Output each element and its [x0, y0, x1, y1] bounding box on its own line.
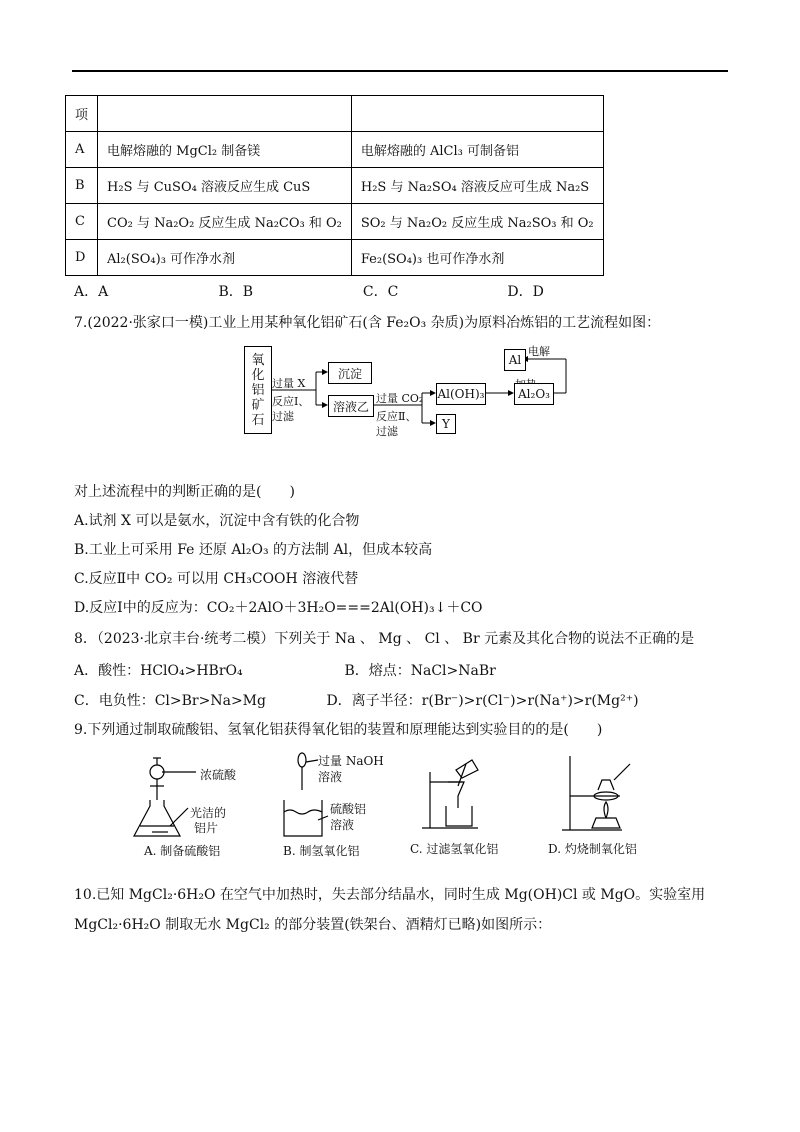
table-cell: A	[66, 132, 98, 168]
option-c[interactable]: C．C	[362, 284, 399, 300]
q7-option-b[interactable]: B.工业上可采用 Fe 还原 Al₂O₃ 的方法制 Al，但成本较高	[74, 542, 433, 558]
q7-option-c[interactable]: C.反应Ⅱ中 CO₂ 可以用 CH₃COOH 溶液代替	[74, 571, 359, 587]
step2-filter: 过滤	[376, 425, 398, 438]
ore-char: 矿	[251, 397, 265, 413]
q7-stem: 7.(2022·张家口一模)工业上用某种氧化铝矿石(含 Fe₂O₃ 杂质)为原料冶炼铝的工艺流程如图：	[74, 315, 661, 331]
al2o3-box: Al₂O₃	[514, 383, 554, 405]
table-cell: B	[66, 168, 98, 204]
step2-reagent: 过量 CO₂	[376, 392, 424, 405]
option-a[interactable]: A．A	[74, 284, 109, 300]
precipitate-box: 沉淀	[328, 362, 372, 384]
electrolysis-label: 电解	[528, 345, 550, 358]
solution-b-box: 溶液乙	[328, 395, 374, 417]
table-cell: H₂S 与 Na₂SO₄ 溶液反应可生成 Na₂S	[351, 168, 603, 204]
table-cell: 项	[66, 96, 98, 132]
table-cell: D	[66, 240, 98, 276]
option-b[interactable]: B．B	[218, 284, 254, 300]
table-cell: Al₂(SO₄)₃ 可作净水剂	[98, 240, 352, 276]
step2-reaction: 反应Ⅱ、	[376, 410, 417, 423]
label-naoh-2: 溶液	[318, 770, 343, 784]
q7-option-a[interactable]: A.试剂 X 可以是氨水，沉淀中含有铁的化合物	[74, 513, 360, 529]
step1-reagent: 过量 X	[272, 377, 306, 390]
label-al-sulfate-1: 硫酸铝	[330, 802, 367, 816]
ore-char: 化	[251, 367, 265, 383]
q8-option-c[interactable]: C．电负性：Cl>Br>Na>Mg	[74, 693, 266, 709]
table-cell: 电解熔融的 AlCl₃ 可制备铝	[351, 132, 603, 168]
q7-option-d[interactable]: D.反应Ⅰ中的反应为：CO₂＋2AlO＋3H₂O===2Al(OH)₃↓＋CO	[74, 600, 483, 616]
label-naoh-1: 过量 NaOH	[318, 754, 384, 768]
q8-option-d[interactable]: D．离子半径：r(Br⁻)>r(Cl⁻)>r(Na⁺)>r(Mg²⁺)	[326, 693, 639, 709]
aloh3-box: Al(OH)₃	[436, 383, 486, 405]
label-al-sulfate-2: 溶液	[330, 818, 355, 832]
table-cell: Fe₂(SO₄)₃ 也可作净水剂	[351, 240, 603, 276]
q8-option-b[interactable]: B．熔点：NaCl>NaBr	[344, 663, 496, 679]
label-conc-sulfuric-acid: 浓硫酸	[200, 768, 237, 782]
caption-b: B. 制氢氧化铝	[283, 844, 360, 858]
q9-stem: 9.下列通过制取硫酸铝、氢氧化铝获得氧化铝的装置和原理能达到实验目的的是( )	[74, 722, 603, 738]
table-cell: H₂S 与 CuSO₄ 溶液反应生成 CuS	[98, 168, 352, 204]
q8-stem: 8．（2023·北京丰台·统考二模）下列关于 Na 、 Mg 、 Cl 、 Br 元素及其化合物的说法不正确的是	[74, 631, 695, 647]
label-clean-aluminum-2: 铝片	[194, 821, 219, 835]
al-box: Al	[504, 349, 526, 371]
caption-c: C. 过滤氢氧化铝	[410, 842, 499, 856]
q7-prompt: 对上述流程中的判断正确的是( )	[74, 484, 295, 500]
table-cell: CO₂ 与 Na₂O₂ 反应生成 Na₂CO₃ 和 O₂	[98, 204, 352, 240]
ore-char: 氧	[251, 352, 265, 368]
option-d[interactable]: D．D	[507, 284, 544, 300]
q10-line1: 10.已知 MgCl₂·6H₂O 在空气中加热时，失去部分结晶水，同时生成 Mg(OH)Cl 或 MgO。实验室用	[74, 887, 706, 903]
table-cell: SO₂ 与 Na₂O₂ 反应生成 Na₂SO₃ 和 O₂	[351, 204, 603, 240]
step1-filter: 过滤	[272, 410, 294, 423]
q8-option-a[interactable]: A．酸性：HClO₄>HBrO₄	[74, 663, 243, 679]
ore-char: 铝	[251, 382, 265, 398]
q10-line2: MgCl₂·6H₂O 制取无水 MgCl₂ 的部分装置(铁架台、酒精灯已略)如图所示：	[74, 917, 552, 933]
step1-reaction: 反应Ⅰ、	[272, 395, 310, 408]
table-cell: 电解熔融的 MgCl₂ 制备镁	[98, 132, 352, 168]
ore-char: 石	[251, 412, 265, 428]
y-box: Y	[436, 414, 456, 434]
caption-d: D. 灼烧制氧化铝	[548, 842, 637, 856]
label-clean-aluminum-1: 光洁的	[190, 806, 227, 820]
caption-a: A. 制备硫酸铝	[144, 844, 221, 858]
table-cell: C	[66, 204, 98, 240]
